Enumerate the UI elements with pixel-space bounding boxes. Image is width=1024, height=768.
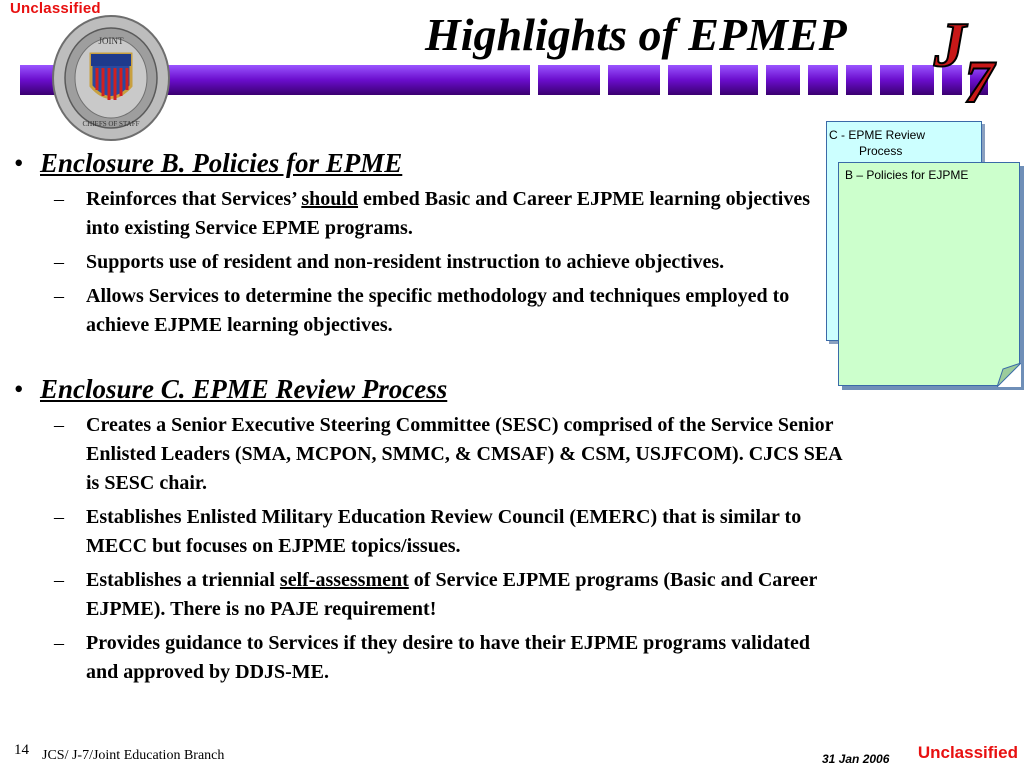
footer-branch: JCS/ J-7/Joint Education Branch (42, 748, 225, 763)
page-number: 14 (14, 742, 29, 758)
footer-date: 31 Jan 2006 (822, 752, 890, 766)
joint-chiefs-seal-icon (51, 14, 171, 142)
spacer (14, 345, 844, 373)
j7-letter-j: J (934, 9, 966, 80)
section-b-heading: • Enclosure B. Policies for EPME (14, 147, 844, 179)
page-title: Highlights of EPMEP (425, 9, 847, 60)
list-item: – Provides guidance to Services if they desire to have their EJPME programs validated and approved by DDJS-ME. (14, 629, 844, 687)
list-item: – Allows Services to determine the specific methodology and techniques employed to achieve EJPME learning objectives. (14, 282, 844, 340)
doc-back-line1: C - EPME Review (829, 128, 926, 142)
content-list (14, 147, 844, 692)
j7-logo-icon (924, 6, 1024, 106)
document-b-icon (838, 162, 1020, 386)
section-c-items (14, 411, 844, 687)
list-item: – Creates a Senior Executive Steering Committee (SESC) comprised of the Service Senior Enlisted Leaders (SMA, MCPON, SMMC, & CMSAF) & CSM, USJFCOM). CJCS SEA is SESC chair. (14, 411, 844, 498)
doc-front-label: B – Policies for EJPME (845, 168, 969, 182)
classification-top: Unclassified (10, 0, 101, 17)
section-c-heading: • Enclosure C. EPME Review Process (14, 373, 844, 405)
seal-text-bottom: CHIEFS OF STAFF (82, 120, 140, 128)
list-item: – Supports use of resident and non-resident instruction to achieve objectives. (14, 248, 844, 277)
seal-text-top: JOINT (98, 36, 124, 46)
list-item: – Reinforces that Services’ should embed Basic and Career EJPME learning objectives into existing Service EPME programs. (14, 185, 844, 243)
page-fold-icon (997, 363, 1021, 387)
j7-digit-7: 7 (964, 49, 994, 106)
list-item: – Establishes Enlisted Military Education Review Council (EMERC) that is similar to MECC but focuses on EJPME topics/issues. (14, 503, 844, 561)
list-item: – Establishes a triennial self-assessment of Service EJPME programs (Basic and Career EJPME). There is no PAJE requirement! (14, 566, 844, 624)
doc-back-line2: Process (859, 144, 903, 158)
classification-bottom: Unclassified (917, 743, 1018, 762)
section-c (14, 373, 844, 687)
section-b (14, 147, 844, 340)
section-b-items (14, 185, 844, 340)
